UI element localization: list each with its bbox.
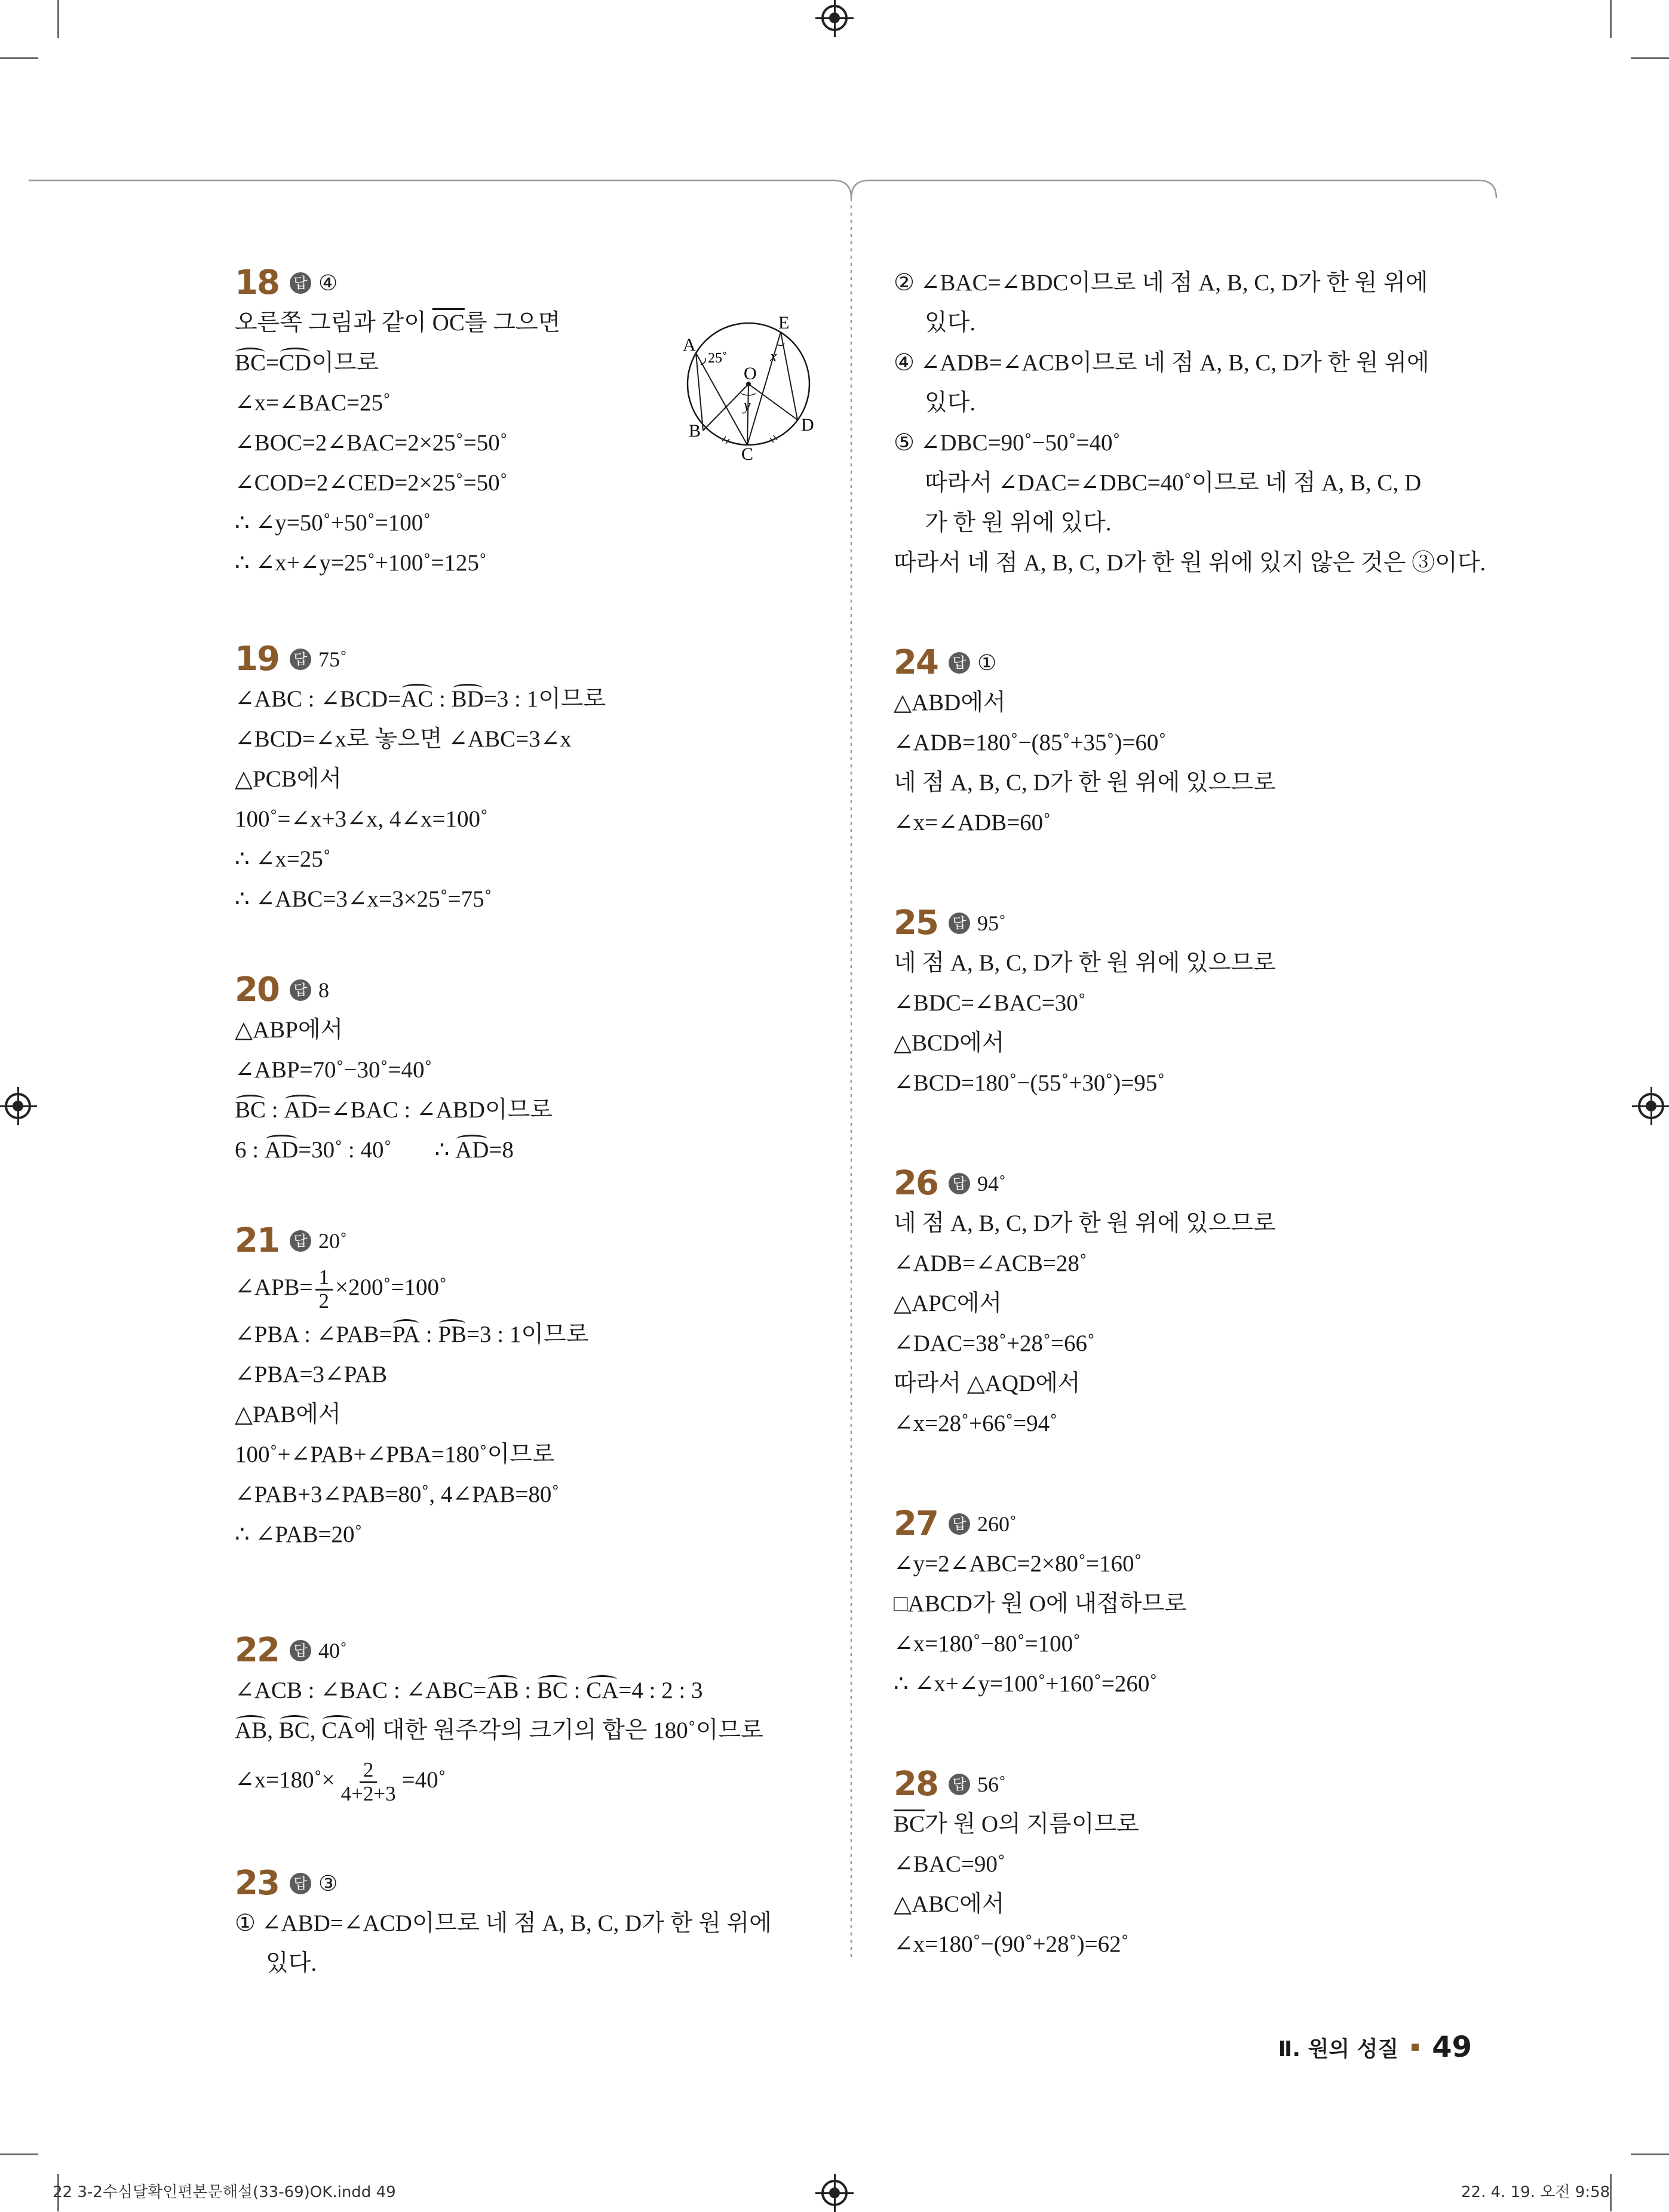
solution-line: ∴ ∠x+∠y=100˚+160˚=260˚: [894, 1671, 1158, 1697]
solution-line: ∠ACB : ∠BAC : ∠ABC=AB : BC : CA=4 : 2 : 3: [235, 1670, 763, 1710]
problem-number: 18: [235, 263, 279, 302]
solution-line: △ABP에서: [235, 1017, 343, 1043]
problem-20: [235, 970, 553, 1170]
problem-number: 19: [235, 640, 279, 678]
answer-badge-icon: 답: [949, 652, 970, 674]
angle-label: 25˚: [708, 351, 727, 366]
solution-line: ∠BDC=∠BAC=30˚: [894, 990, 1086, 1016]
registration-mark-icon: [821, 5, 848, 31]
solution-line: ∠PAB+3∠PAB=80˚, 4∠PAB=80˚: [235, 1482, 560, 1507]
solution-line: 6 : AD=30˚ : 40˚ ∴ AD=8: [235, 1130, 553, 1170]
solution-line: ∠PBA : ∠PAB=PA : PB=3 : 1이므로: [235, 1314, 588, 1354]
solution-line: ∴ ∠y=50˚+50˚=100˚: [235, 510, 431, 536]
answer-badge-icon: 답: [949, 1774, 970, 1795]
crop-mark: [0, 57, 38, 59]
problem-number: 28: [894, 1765, 938, 1804]
solution-line: ∴ ∠x+∠y=25˚+100˚=125˚: [235, 550, 487, 576]
angle-label: y: [744, 397, 751, 414]
solution-line: ∴ ∠ABC=3∠x=3×25˚=75˚: [235, 886, 492, 912]
problem-answer: 40˚: [318, 1638, 347, 1663]
solution-line: △PAB에서: [235, 1402, 341, 1427]
answer-badge-icon: 답: [290, 1230, 311, 1252]
solution-line: AB, BC, CA에 대한 원주각의 크기의 합은 180˚이므로: [235, 1710, 763, 1750]
solution-line: ∠ABP=70˚−30˚=40˚: [235, 1057, 432, 1083]
circle-figure: [671, 314, 826, 463]
solution-line: 100˚+∠PAB+∠PBA=180˚이므로: [235, 1442, 555, 1467]
answer-badge-icon: 답: [949, 913, 970, 934]
solution-line: 따라서 네 점 A, B, C, D가 한 원 위에 있지 않은 것은 ③이다.: [894, 550, 1486, 576]
solution-line: 네 점 A, B, C, D가 한 원 위에 있으므로: [894, 950, 1276, 976]
solution-line: ∠x=180˚× $\frac{2}{4+2+3}$ =40˚: [235, 1758, 446, 1805]
solution-line: 가 한 원 위에 있다.: [925, 510, 1112, 536]
solution-line: △PCB에서: [235, 766, 342, 792]
solution-line: ∠DAC=38˚+28˚=66˚: [894, 1331, 1095, 1356]
solution-line: ∠x=28˚+66˚=94˚: [894, 1411, 1058, 1436]
problem-22: [235, 1630, 763, 1810]
running-head: [1278, 2030, 1472, 2064]
problem-answer: ③: [318, 1871, 338, 1895]
solution-line: BC=CD이므로: [235, 343, 560, 383]
problem-answer: 56˚: [977, 1772, 1006, 1796]
problem-25: [894, 903, 1276, 1103]
solution-line: 네 점 A, B, C, D가 한 원 위에 있으므로: [894, 770, 1276, 795]
problem-answer: 95˚: [977, 911, 1006, 935]
date-footer: 22. 4. 19. 오전 9:58: [1461, 2183, 1610, 2201]
solution-line: ∠x=∠BAC=25˚: [235, 390, 391, 416]
problem-number: 23: [235, 1864, 279, 1903]
problem-number: 20: [235, 970, 279, 1009]
solution-line: 100˚=∠x+3∠x, 4∠x=100˚: [235, 806, 488, 832]
crop-mark: [1631, 2153, 1669, 2155]
solution-line: △ABD에서: [894, 690, 1006, 715]
solution-line: ⑤ ∠DBC=90˚−50˚=40˚: [894, 430, 1121, 456]
point-label: B: [689, 421, 701, 441]
solution-line: △BCD에서: [894, 1030, 1005, 1056]
solution-line: 네 점 A, B, C, D가 한 원 위에 있으므로: [894, 1211, 1276, 1236]
point-label: D: [801, 415, 814, 435]
solution-line: 있다.: [925, 390, 976, 416]
problem-answer: ④: [318, 271, 338, 295]
solution-line: ∠ADB=180˚−(85˚+35˚)=60˚: [894, 730, 1167, 755]
solution-line: ∠COD=2∠CED=2×25˚=50˚: [235, 470, 508, 496]
solution-line: 있다.: [266, 1950, 317, 1976]
problem-28: [894, 1764, 1139, 1964]
registration-mark-icon: [5, 1093, 31, 1119]
problem-number: 24: [894, 643, 938, 682]
solution-line: ∠ADB=∠ACB=28˚: [894, 1251, 1087, 1276]
crop-mark: [1610, 2174, 1612, 2211]
solution-line: ∠BCD=180˚−(55˚+30˚)=95˚: [894, 1070, 1165, 1096]
problem-23: [235, 1863, 772, 1983]
file-footer: 22 3-2수심달확인편본문해설(33-69)OK.indd 49: [53, 2183, 396, 2201]
problem-answer: 8: [318, 978, 329, 1002]
section-title: Ⅱ. 원의 성질: [1278, 2036, 1399, 2062]
problem-answer: 20˚: [318, 1228, 347, 1253]
problem-answer: 94˚: [977, 1171, 1006, 1196]
point-label: E: [778, 314, 790, 333]
solution-line: △APC에서: [894, 1291, 1002, 1316]
solution-line: ∠BAC=90˚: [894, 1851, 1005, 1877]
point-label: A: [683, 335, 696, 355]
answer-badge-icon: 답: [949, 1173, 970, 1194]
point-label: O: [744, 364, 757, 383]
problem-19: [235, 639, 606, 919]
crop-mark: [57, 0, 59, 38]
problem-answer: 260˚: [977, 1511, 1017, 1536]
answer-badge-icon: 답: [949, 1513, 970, 1535]
point-label: C: [741, 444, 754, 463]
solution-line: ∴ ∠PAB=20˚: [235, 1522, 363, 1547]
solution-line: ∠PBA=3∠PAB: [235, 1362, 388, 1387]
solution-line: 따라서 ∠DAC=∠DBC=40˚이므로 네 점 A, B, C, D: [925, 470, 1422, 496]
solution-line: ∴ ∠x=25˚: [235, 846, 331, 872]
solution-line: ∠x=180˚−(90˚+28˚)=62˚: [894, 1931, 1129, 1957]
answer-badge-icon: 답: [290, 1640, 311, 1661]
solution-line: ② ∠BAC=∠BDC이므로 네 점 A, B, C, D가 한 원 위에: [894, 270, 1428, 296]
registration-mark-icon: [821, 2180, 848, 2206]
solution-line: 따라서 △AQD에서: [894, 1371, 1081, 1396]
solution-line: □ABCD가 원 O에 내접하므로: [894, 1591, 1187, 1617]
solution-line: ∠BCD=∠x로 놓으면 ∠ABC=3∠x: [235, 726, 572, 752]
problem-21: [235, 1221, 588, 1554]
problem-answer: 75˚: [318, 647, 347, 671]
answer-badge-icon: 답: [290, 272, 311, 294]
page-number: 49: [1432, 2030, 1472, 2064]
crop-mark: [1631, 57, 1669, 59]
solution-line: ④ ∠ADB=∠ACB이므로 네 점 A, B, C, D가 한 원 위에: [894, 350, 1429, 376]
solution-line: $\overline{BC}$가 원 O의 지름이므로: [894, 1811, 1139, 1837]
registration-mark-icon: [1638, 1093, 1664, 1119]
problem-23-continued: [894, 263, 1486, 583]
answer-badge-icon: 답: [290, 979, 311, 1001]
solution-line: △ABC에서: [894, 1891, 1005, 1917]
answer-badge-icon: 답: [290, 649, 311, 670]
problem-number: 21: [235, 1221, 279, 1260]
problem-answer: ①: [977, 650, 997, 675]
problem-number: 25: [894, 904, 938, 942]
angle-label: x: [770, 348, 777, 365]
separator-icon: [1412, 2044, 1419, 2051]
solution-line: 있다.: [925, 310, 976, 336]
solution-line: BC : AD=∠BAC : ∠ABD이므로: [235, 1090, 553, 1130]
problem-number: 27: [894, 1504, 938, 1543]
solution-line: ① ∠ABD=∠ACD이므로 네 점 A, B, C, D가 한 원 위에: [235, 1910, 772, 1936]
solution-line: ∠ABC : ∠BCD=AC : BD=3 : 1이므로: [235, 679, 606, 719]
answer-badge-icon: 답: [290, 1873, 311, 1894]
solution-line: ∠APB= $\frac{1}{2}$ ×200˚=100˚: [235, 1265, 447, 1313]
crop-mark: [0, 2153, 38, 2155]
solution-line: ∠y=2∠ABC=2×80˚=160˚: [894, 1551, 1142, 1577]
problem-26: [894, 1163, 1276, 1443]
problem-number: 26: [894, 1164, 938, 1203]
problem-24: [894, 643, 1276, 843]
solution-line: ∠BOC=2∠BAC=2×25˚=50˚: [235, 430, 508, 456]
problem-number: 22: [235, 1631, 279, 1670]
crop-mark: [1610, 0, 1612, 38]
problem-27: [894, 1504, 1187, 1704]
solution-line: ∠x=180˚−80˚=100˚: [894, 1631, 1081, 1657]
solution-line: 오른쪽 그림과 같이 $\overline{OC}$를 그으면: [235, 310, 561, 336]
problem-18: [235, 263, 560, 583]
solution-line: ∠x=∠ADB=60˚: [894, 810, 1051, 835]
